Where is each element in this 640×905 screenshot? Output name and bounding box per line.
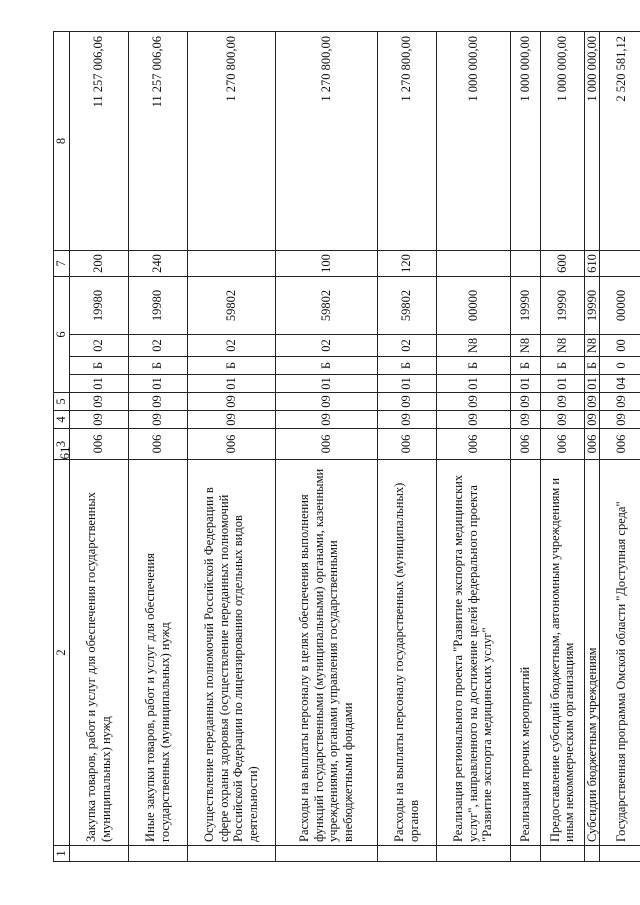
header-col-6: 6 <box>54 277 70 393</box>
row-cs-event: 02 <box>128 335 187 357</box>
row-rz: 09 <box>275 411 377 429</box>
row-sum: 11 257 006,06 <box>69 32 128 251</box>
row-sum: 1 000 000,00 <box>510 32 540 251</box>
table-row <box>540 32 584 862</box>
header-col-3: 3 <box>54 429 70 460</box>
row-ved: 006 <box>510 429 540 460</box>
row-vr <box>510 251 540 277</box>
row-vr: 240 <box>128 251 187 277</box>
row-pr: 09 <box>187 393 275 411</box>
row-cs-subprogram: Б <box>584 357 600 375</box>
row-sum: 11 257 006,06 <box>128 32 187 251</box>
row-index-cell <box>69 846 128 862</box>
row-cs-event: 02 <box>275 335 377 357</box>
row-name: Иные закупки товаров, работ и услуг для обеспечения государственных (муниципальных) нужд <box>128 460 187 846</box>
row-cs-subprogram: Б <box>69 357 128 375</box>
header-col-4: 4 <box>54 411 70 429</box>
row-cs-subprogram: Б <box>436 357 510 375</box>
table-row <box>187 32 275 862</box>
row-cs-program: 01 <box>540 375 584 393</box>
row-index-cell <box>540 846 584 862</box>
row-index-cell <box>510 846 540 862</box>
row-pr: 09 <box>275 393 377 411</box>
row-cs-program: 01 <box>377 375 436 393</box>
row-ved: 006 <box>187 429 275 460</box>
row-vr <box>436 251 510 277</box>
budget-table <box>53 31 640 862</box>
row-cs-event: 02 <box>187 335 275 357</box>
row-rz: 09 <box>377 411 436 429</box>
row-index-cell <box>128 846 187 862</box>
table-row <box>436 32 510 862</box>
row-cs-program: 01 <box>510 375 540 393</box>
row-sum: 1 000 000,00 <box>436 32 510 251</box>
row-ved: 006 <box>275 429 377 460</box>
row-vr <box>600 251 640 277</box>
header-row <box>54 32 70 862</box>
row-vr: 100 <box>275 251 377 277</box>
header-col-2: 2 <box>54 460 70 846</box>
row-cs-program: 01 <box>128 375 187 393</box>
row-cs-direction: 00000 <box>436 277 510 335</box>
row-cs-direction: 19980 <box>69 277 128 335</box>
row-vr: 600 <box>540 251 584 277</box>
row-vr <box>187 251 275 277</box>
row-name: Осуществление переданных полномочий Российской Федерации в сфере охраны здоровья (осуществление переданных полномочий Российской Федерации по лицензированию отдельных видов деятельности) <box>187 460 275 846</box>
row-rz: 09 <box>436 411 510 429</box>
table-row <box>275 32 377 862</box>
row-name: Реализация прочих мероприятий <box>510 460 540 846</box>
table-row <box>128 32 187 862</box>
row-sum: 1 270 800,00 <box>275 32 377 251</box>
row-rz: 09 <box>584 411 600 429</box>
row-sum: 1 270 800,00 <box>377 32 436 251</box>
page-number: 61 <box>57 446 72 460</box>
row-pr: 09 <box>584 393 600 411</box>
row-cs-event: 00 <box>600 335 640 357</box>
row-name: Государственная программа Омской области "Доступная среда" <box>600 460 640 846</box>
table-row <box>600 32 640 862</box>
header-col-7: 7 <box>54 251 70 277</box>
row-cs-subprogram: Б <box>275 357 377 375</box>
row-pr: 09 <box>377 393 436 411</box>
header-col-5: 5 <box>54 393 70 411</box>
row-cs-program: 01 <box>584 375 600 393</box>
row-rz: 09 <box>187 411 275 429</box>
row-sum: 1 000 000,00 <box>584 32 600 251</box>
row-cs-program: 01 <box>275 375 377 393</box>
row-sum: 1 270 800,00 <box>187 32 275 251</box>
row-cs-direction: 19990 <box>540 277 584 335</box>
row-cs-program: 01 <box>69 375 128 393</box>
row-rz: 09 <box>128 411 187 429</box>
row-cs-event: N8 <box>510 335 540 357</box>
row-cs-direction: 19990 <box>510 277 540 335</box>
row-cs-direction: 19990 <box>584 277 600 335</box>
row-ved: 006 <box>540 429 584 460</box>
row-ved: 006 <box>584 429 600 460</box>
row-index-cell <box>187 846 275 862</box>
row-cs-event: 02 <box>377 335 436 357</box>
row-rz: 09 <box>600 411 640 429</box>
row-cs-subprogram: Б <box>540 357 584 375</box>
row-cs-program: 04 <box>600 375 640 393</box>
row-sum: 1 000 000,00 <box>540 32 584 251</box>
row-cs-direction: 59802 <box>377 277 436 335</box>
row-index-cell <box>275 846 377 862</box>
row-cs-event: N8 <box>436 335 510 357</box>
table-row <box>584 32 600 862</box>
row-cs-direction: 00000 <box>600 277 640 335</box>
row-cs-subprogram: Б <box>187 357 275 375</box>
row-cs-subprogram: 0 <box>600 357 640 375</box>
row-index-cell <box>436 846 510 862</box>
row-cs-program: 01 <box>187 375 275 393</box>
row-name: Субсидии бюджетным учреждениям <box>584 460 600 846</box>
table-row <box>69 32 128 862</box>
row-pr: 09 <box>436 393 510 411</box>
row-rz: 09 <box>510 411 540 429</box>
row-ved: 006 <box>436 429 510 460</box>
row-name: Расходы на выплаты персоналу государственных (муниципальных) органов <box>377 460 436 846</box>
row-cs-subprogram: Б <box>128 357 187 375</box>
header-col-8: 8 <box>54 32 70 251</box>
row-sum: 2 520 581,12 <box>600 32 640 251</box>
row-ved: 006 <box>128 429 187 460</box>
row-cs-direction: 19980 <box>128 277 187 335</box>
row-name: Предоставление субсидий бюджетным, автономным учреждениям и иным некоммерческим организациям <box>540 460 584 846</box>
row-pr: 09 <box>510 393 540 411</box>
row-pr: 09 <box>600 393 640 411</box>
row-rz: 09 <box>69 411 128 429</box>
row-vr: 120 <box>377 251 436 277</box>
row-name: Расходы на выплаты персоналу в целях обеспечения выполнения функций государственными (муниципальными) органами, казенными учреждениями, органами управления государственными внебюджетными фондами <box>275 460 377 846</box>
table-row <box>377 32 436 862</box>
row-pr: 09 <box>128 393 187 411</box>
row-pr: 09 <box>540 393 584 411</box>
row-cs-direction: 59802 <box>275 277 377 335</box>
row-cs-event: N8 <box>584 335 600 357</box>
row-cs-subprogram: Б <box>510 357 540 375</box>
row-vr: 200 <box>69 251 128 277</box>
row-ved: 006 <box>600 429 640 460</box>
row-name: Реализация регионального проекта "Развитие экспорта медицинских услуг", направленного на достижение целей федерального проекта "Развитие экспорта медицинских услуг" <box>436 460 510 846</box>
row-cs-direction: 59802 <box>187 277 275 335</box>
table-row <box>510 32 540 862</box>
row-cs-subprogram: Б <box>377 357 436 375</box>
row-vr: 610 <box>584 251 600 277</box>
header-col-1: 1 <box>54 846 70 862</box>
rotated-table-container <box>53 32 629 862</box>
row-pr: 09 <box>69 393 128 411</box>
row-ved: 006 <box>69 429 128 460</box>
row-cs-program: 01 <box>436 375 510 393</box>
row-cs-event: N8 <box>540 335 584 357</box>
row-index-cell <box>377 846 436 862</box>
row-index-cell <box>600 846 640 862</box>
row-rz: 09 <box>540 411 584 429</box>
row-cs-event: 02 <box>69 335 128 357</box>
row-name: Закупка товаров, работ и услуг для обеспечения государственных (муниципальных) нужд <box>69 460 128 846</box>
row-index-cell <box>584 846 600 862</box>
row-ved: 006 <box>377 429 436 460</box>
